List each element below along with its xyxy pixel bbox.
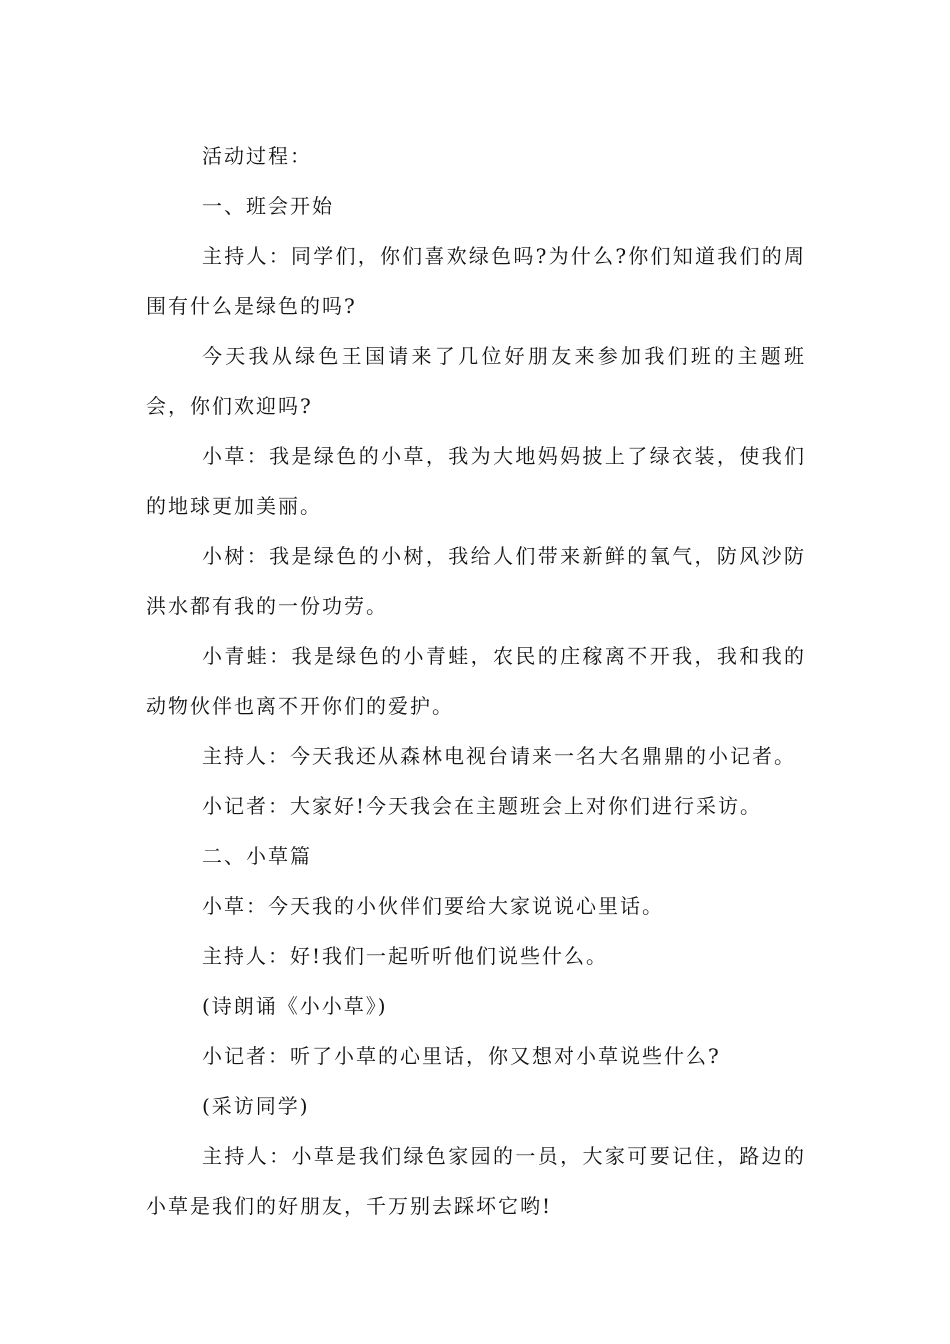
paragraph-host-invite: 今天我从绿色王国请来了几位好朋友来参加我们班的主题班会，你们欢迎吗?: [146, 344, 806, 418]
paragraph-heading-two: 二、小草篇: [202, 844, 312, 868]
paragraph-tree: 小树：我是绿色的小树，我给人们带来新鲜的氧气，防风沙防洪水都有我的一份功劳。: [146, 544, 806, 618]
paragraph-reporter-greeting: 小记者：大家好!今天我会在主题班会上对你们进行采访。: [202, 794, 763, 818]
paragraph-host-intro: 主持人：同学们，你们喜欢绿色吗?为什么?你们知道我们的周围有什么是绿色的吗?: [146, 244, 806, 318]
paragraph-frog: 小青蛙：我是绿色的小青蛙，农民的庄稼离不开我，我和我的动物伙伴也离不开你们的爱护。: [146, 644, 806, 718]
paragraph-section-label: 活动过程：: [202, 144, 312, 168]
paragraph-grass-words: 小草：今天我的小伙伴们要给大家说说心里话。: [202, 894, 664, 918]
paragraph-host-closing: 主持人：小草是我们绿色家园的一员，大家可要记住，路边的小草是我们的好朋友，千万别去踩坏它哟!: [146, 1144, 806, 1218]
paragraph-host-listen: 主持人：好!我们一起听听他们说些什么。: [202, 944, 609, 968]
paragraph-heading-one: 一、班会开始: [202, 194, 334, 218]
paragraph-host-reporter: 主持人：今天我还从森林电视台请来一名大名鼎鼎的小记者。: [202, 744, 796, 768]
paragraph-interview: (采访同学): [202, 1094, 310, 1118]
paragraph-grass: 小草：我是绿色的小草，我为大地妈妈披上了绿衣装，使我们的地球更加美丽。: [146, 444, 806, 518]
paragraph-poem-recital: (诗朗诵《小小草》): [202, 994, 388, 1018]
paragraph-reporter-question: 小记者：听了小草的心里话，你又想对小草说些什么?: [202, 1044, 721, 1068]
document-body: [146, 131, 806, 1231]
